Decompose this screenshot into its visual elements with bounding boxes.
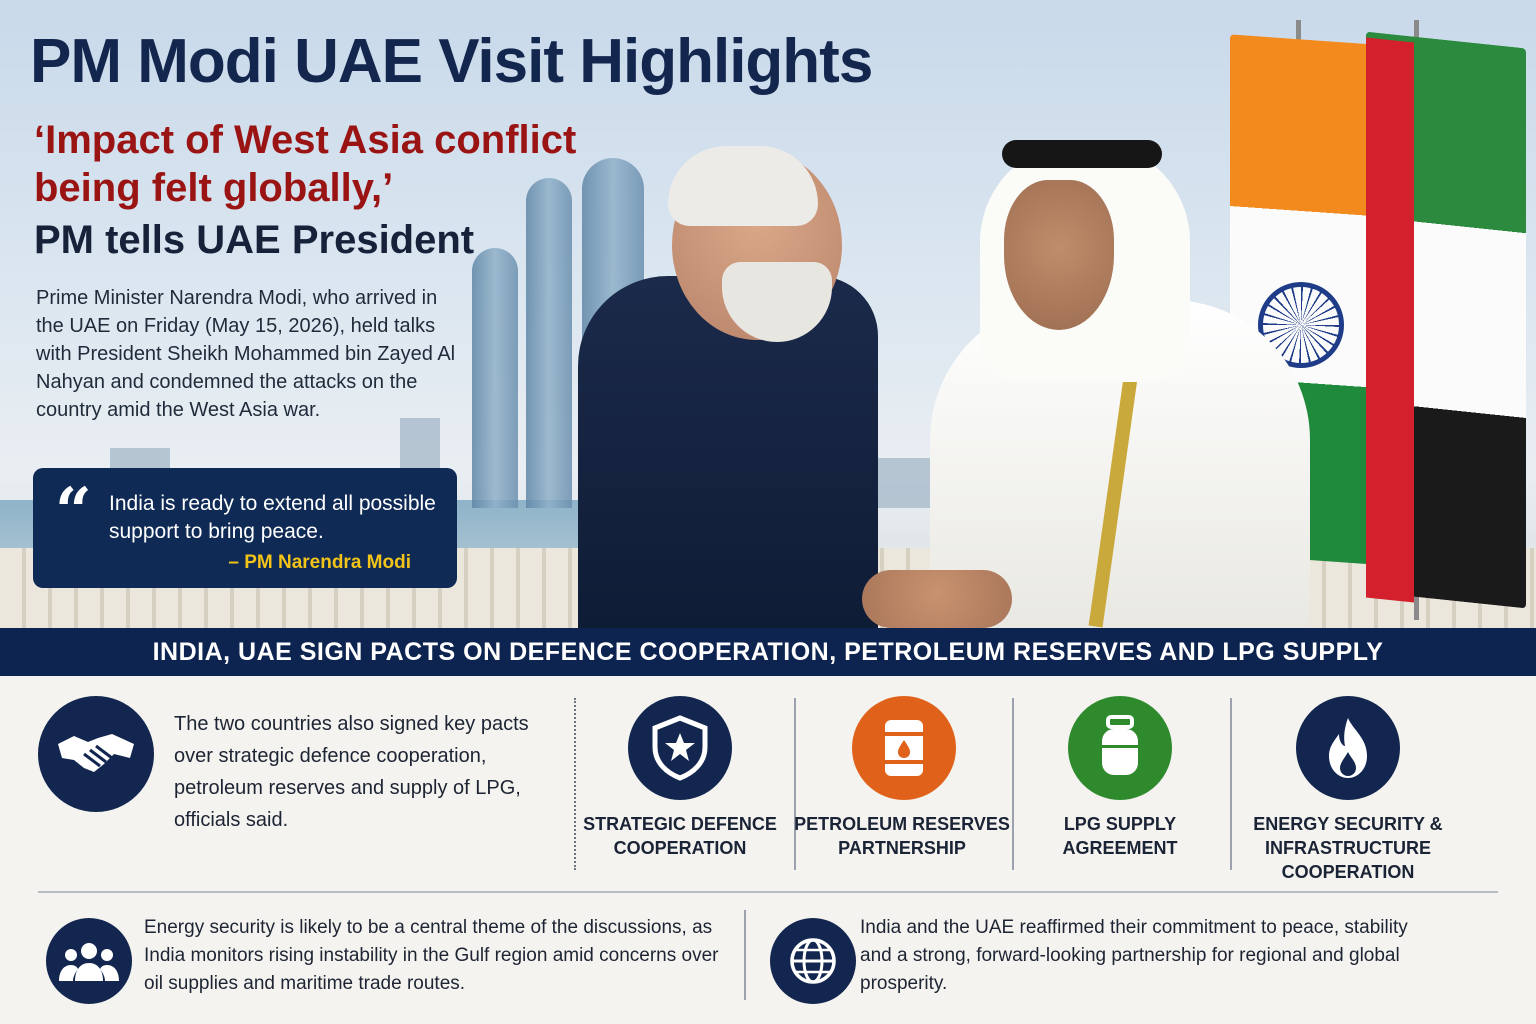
quote-mark-icon: “: [55, 474, 92, 549]
pact-label-defence: STRATEGIC DEFENCE COOPERATION: [583, 814, 777, 858]
energy-security-text: Energy security is likely to be a central theme of the discussions, as India monitors rising instability in the Gulf region amid concerns over oil supplies and maritime trade routes.: [144, 917, 719, 994]
intro-paragraph: Prime Minister Narendra Modi, who arrived in the UAE on Friday (May 15, 2026), held talks with President Sheikh Mohammed bin Zayed Al Nahyan and condemned the attacks on the country amid the West Asia war.: [36, 287, 456, 421]
divider: [744, 910, 746, 1000]
skyscraper: [526, 178, 572, 508]
uae-flag-red-band: [1366, 37, 1414, 602]
oil-barrel-icon: [852, 696, 956, 800]
quote-text: India is ready to extend all possible support to bring peace.: [109, 492, 436, 543]
pact-label-petroleum: PETROLEUM RESERVES PARTNERSHIP: [794, 814, 1010, 858]
handshake-icon: [38, 696, 154, 812]
pacts-section: [0, 676, 1536, 1024]
pacts-banner: [0, 628, 1536, 676]
quote-author: – PM Narendra Modi: [228, 552, 411, 573]
flame-icon: [1296, 696, 1400, 800]
pacts-summary: The two countries also signed key pacts over strategic defence cooperation, petroleum reserves and supply of LPG, officials said.: [174, 713, 529, 831]
horizontal-divider: [38, 891, 1498, 893]
headline-attribution: PM tells UAE President: [34, 218, 475, 262]
people-icon: [46, 918, 132, 1004]
globe-icon: [770, 918, 856, 1004]
agal-band: [1002, 140, 1162, 168]
pact-label-lpg: LPG SUPPLY AGREEMENT: [1062, 814, 1178, 858]
modi-hair: [668, 146, 818, 226]
divider: [1230, 698, 1232, 870]
peace-commitment-text: India and the UAE reaffirmed their commitment to peace, stability and a strong, forward-looking partnership for regional and global prosperity.: [860, 917, 1408, 994]
shield-star-icon: [628, 696, 732, 800]
gas-cylinder-icon: [1068, 696, 1172, 800]
quote-box: [33, 468, 457, 588]
banner-text: INDIA, UAE SIGN PACTS ON DEFENCE COOPERATION, PETROLEUM RESERVES AND LPG SUPPLY: [152, 637, 1384, 666]
uae-president-face: [1004, 180, 1114, 330]
handshake-photo: [862, 570, 1012, 628]
page-title: PM Modi UAE Visit Highlights: [30, 27, 873, 96]
headline-quote: ‘Impact of West Asia conflict being felt globally,’: [34, 118, 577, 210]
pact-label-energy: ENERGY SECURITY & INFRASTRUCTURE COOPERATION: [1253, 814, 1443, 882]
skyscraper: [472, 248, 518, 508]
